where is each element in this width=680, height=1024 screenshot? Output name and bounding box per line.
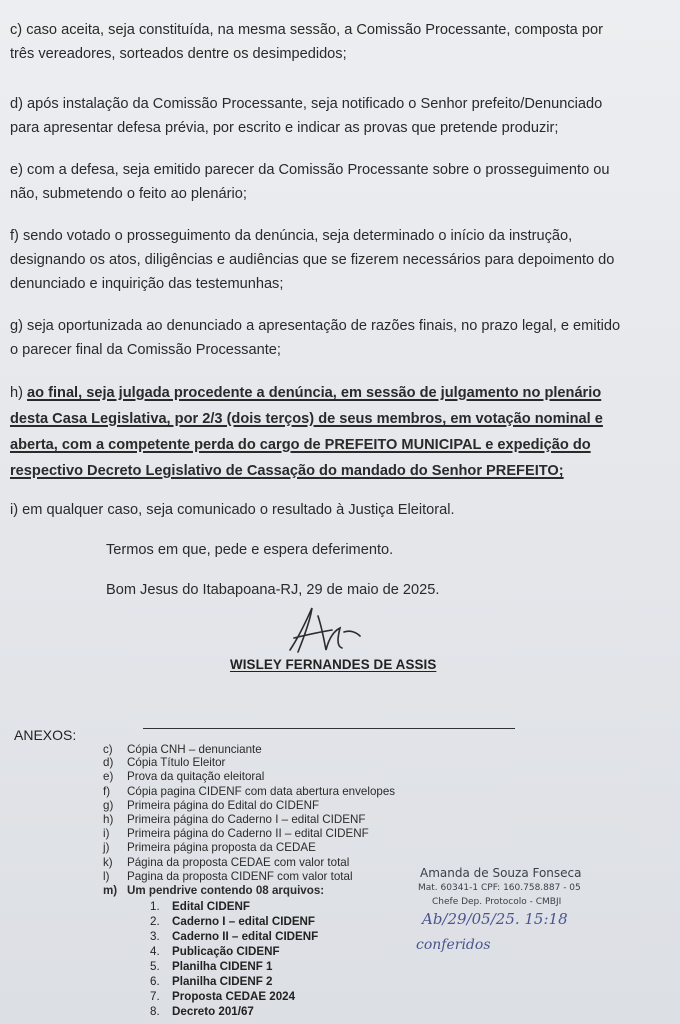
pendrive-file: 3. Caderno II – edital CIDENF	[150, 930, 319, 943]
anexo-item: e) Prova da quitação eleitoral	[103, 770, 265, 783]
signature	[280, 602, 370, 662]
paragraph-e	[10, 158, 668, 206]
handwritten-receipt: Ab/29/05/25. 15:18	[422, 910, 568, 928]
paragraph-h	[10, 380, 668, 484]
pendrive-file: 6. Planilha CIDENF 2	[150, 975, 273, 988]
closing-line: Termos em que, pede e espera deferimento.	[106, 542, 394, 558]
paragraph-line: i) em qualquer caso, seja comunicado o resultado à Justiça Eleitoral.	[10, 502, 455, 518]
anexo-item: l) Pagina da proposta CIDENF com valor total	[103, 870, 353, 883]
pendrive-file: 5. Planilha CIDENF 1	[150, 960, 273, 973]
paragraph-c	[10, 18, 668, 66]
paragraph-line: denunciado e inquirição das testemunhas;	[10, 276, 284, 292]
pendrive-file: 4. Publicação CIDENF	[150, 945, 280, 958]
anexo-item: f) Cópia pagina CIDENF com data abertura envelopes	[103, 785, 396, 798]
anexo-item: h) Primeira página do Caderno I – edital CIDENF	[103, 813, 366, 826]
paragraph-d	[10, 92, 668, 140]
anexo-item: m) Um pendrive contendo 08 arquivos:	[103, 884, 325, 897]
anexo-item: g) Primeira página do Edital do CIDENF	[103, 799, 320, 812]
anexo-item: k) Página da proposta CEDAE com valor total	[103, 856, 350, 869]
paragraph-line: designando os atos, diligências e audiências que se fizerem necessários para depoimento do	[10, 252, 615, 268]
anexo-item: d) Cópia Título Eleitor	[103, 756, 226, 769]
pendrive-file: 1. Edital CIDENF	[150, 900, 250, 913]
handwritten-note: conferidos	[416, 937, 491, 953]
paragraph-line: d) após instalação da Comissão Processante, seja notificado o Senhor prefeito/Denunciado	[10, 96, 603, 112]
paragraph-h-emphasis: respectivo Decreto Legislativo de Cassação do mandado do Senhor PREFEITO;	[10, 463, 564, 479]
paragraph-line: não, submetendo o feito ao plenário;	[10, 186, 247, 202]
pendrive-file: 2. Caderno I – edital CIDENF	[150, 915, 316, 928]
paragraph-line: três vereadores, sorteados dentre os desimpedidos;	[10, 46, 347, 62]
paragraph-line: c) caso aceita, seja constituída, na mesma sessão, a Comissão Processante, composta por	[10, 22, 603, 38]
separator-line	[143, 728, 515, 729]
paragraph-g	[10, 314, 668, 362]
stamp-registration: Mat. 60341-1 CPF: 160.758.887 - 05	[418, 883, 581, 893]
signer-name: WISLEY FERNANDES DE ASSIS	[230, 657, 437, 672]
paragraph-i	[10, 498, 668, 522]
paragraph-line: para apresentar defesa prévia, por escrito e indicar as provas que pretende produzir;	[10, 120, 559, 136]
closing-text	[106, 538, 666, 562]
anexo-item: j) Primeira página proposta da CEDAE	[103, 841, 316, 854]
anexo-item: i) Primeira página do Caderno II – edital CIDENF	[103, 827, 369, 840]
paragraph-line: o parecer final da Comissão Processante;	[10, 342, 281, 358]
stamp-name: Amanda de Souza Fonseca	[420, 866, 582, 880]
paragraph-line: g) seja oportunizada ao denunciado a apresentação de razões finais, no prazo legal, e emitido	[10, 318, 621, 334]
paragraph-f	[10, 224, 668, 296]
paragraph-line: e) com a defesa, seja emitido parecer da Comissão Processante sobre o prosseguimento ou	[10, 162, 610, 178]
paragraph-h-emphasis: ao final, seja julgada procedente a denúncia, em sessão de julgamento no plenário	[27, 385, 602, 401]
place-date	[106, 578, 666, 602]
paragraph-line	[10, 380, 668, 406]
pendrive-file: 8. Decreto 201/67	[150, 1005, 254, 1018]
place-date-line: Bom Jesus do Itabapoana-RJ, 29 de maio de 2025.	[106, 582, 440, 598]
paragraph-line: f) sendo votado o prosseguimento da denúncia, seja determinado o início da instrução,	[10, 228, 573, 244]
pendrive-file: 7. Proposta CEDAE 2024	[150, 990, 296, 1003]
anexo-item: c) Cópia CNH – denunciante	[103, 743, 262, 756]
paragraph-h-emphasis: desta Casa Legislativa, por 2/3 (dois terços) de seus membros, em votação nominal e	[10, 411, 603, 427]
paragraph-h-prefix: h)	[10, 385, 28, 401]
paragraph-h-emphasis: aberta, com a competente perda do cargo de PREFEITO MUNICIPAL e expedição do	[10, 437, 591, 453]
stamp-role: Chefe Dep. Protocolo - CMBJI	[432, 897, 562, 907]
anexos-label: ANEXOS:	[14, 727, 77, 743]
